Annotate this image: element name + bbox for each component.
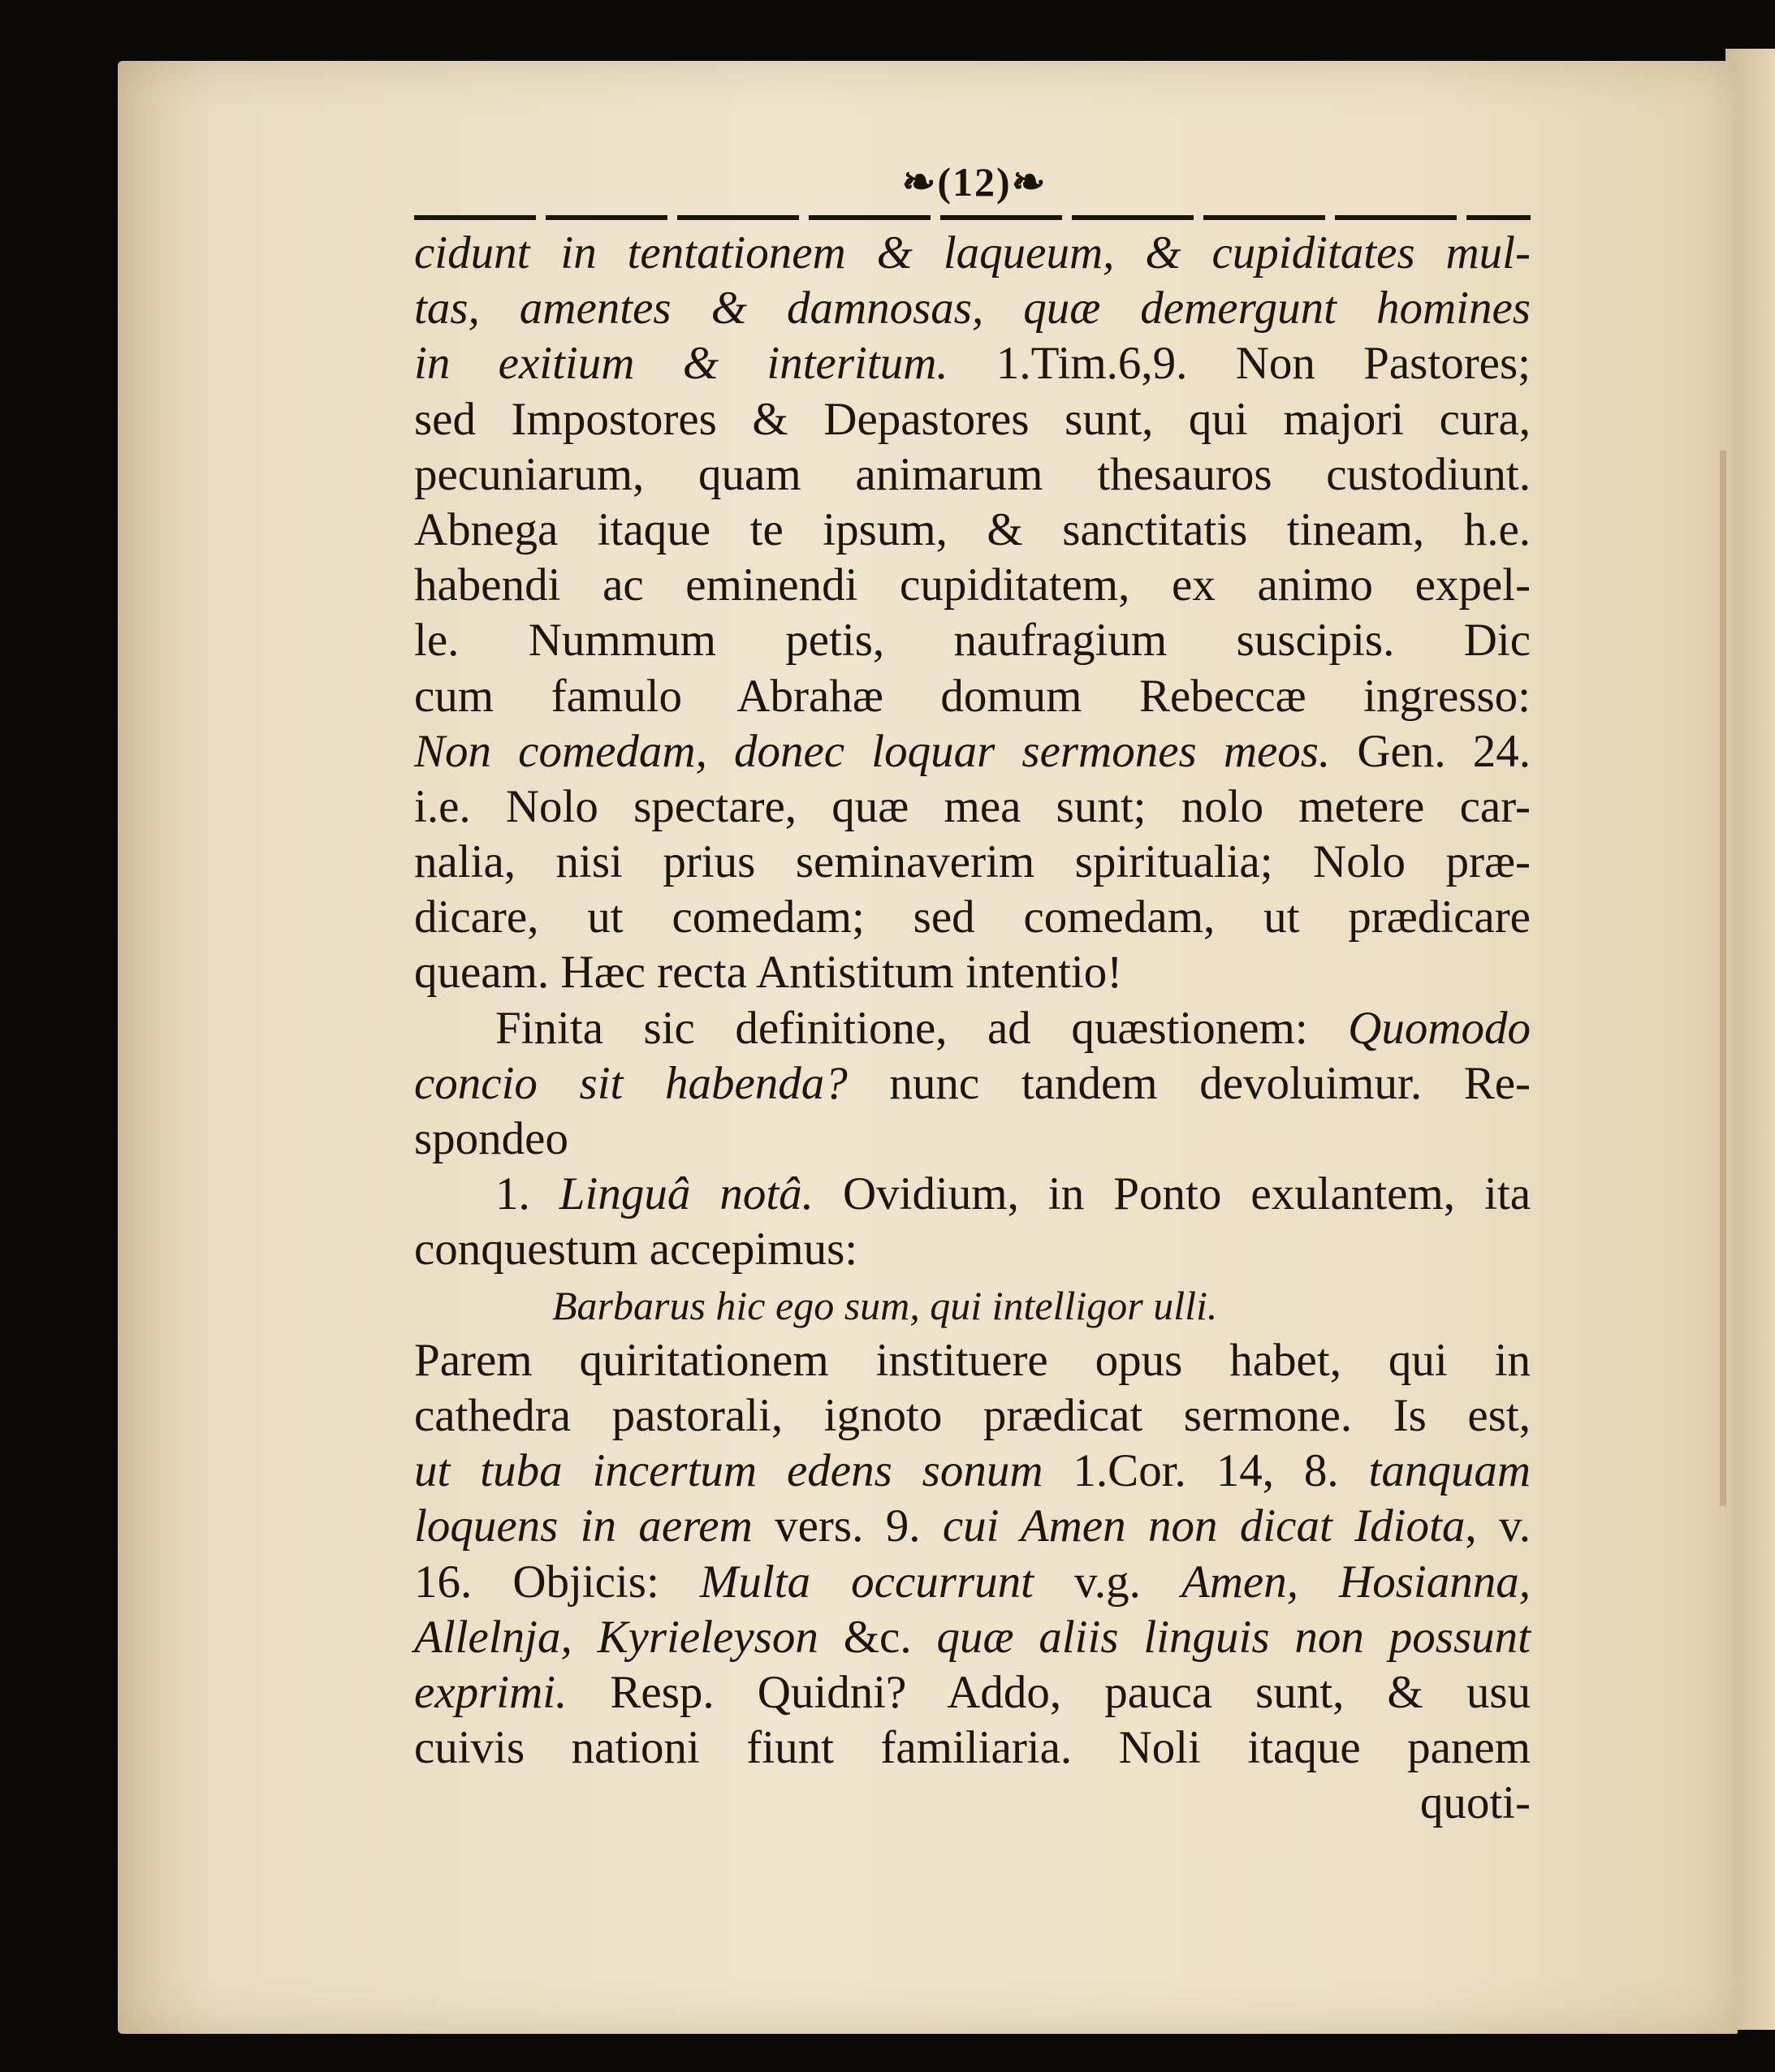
roman-text: i.e. Nolo spectare, quæ mea sunt; nolo metere car- <box>414 780 1531 832</box>
italic-text: Multa occurrunt <box>699 1556 1034 1608</box>
roman-text: , v. <box>1465 1500 1531 1552</box>
roman-text: 1.Cor. 14, 8. <box>1043 1445 1369 1497</box>
text-line <box>414 226 1531 281</box>
italic-text: Quomodo <box>1348 1002 1531 1054</box>
roman-text: &c. <box>818 1611 937 1663</box>
roman-text: conquestum accepimus: <box>414 1224 858 1276</box>
text-line <box>414 1056 1531 1112</box>
roman-text: pecuniarum, quam animarum thesauros custodiunt. <box>414 448 1531 500</box>
roman-text: habendi ac eminendi cupiditatem, ex animo expel- <box>414 559 1531 611</box>
roman-text: Gen. 24. <box>1330 725 1531 777</box>
roman-text: Resp. Quidni? Addo, pauca sunt, & usu <box>567 1666 1531 1718</box>
text-line <box>414 669 1531 724</box>
page-fold-shadow <box>1720 451 1726 1506</box>
italic-text: Amen, Hosianna, <box>1181 1556 1531 1608</box>
roman-text: Ovidium, in Ponto exulantem, ita <box>813 1168 1531 1220</box>
header-rule <box>414 215 1531 220</box>
roman-text: cathedra pastorali, ignoto prædicat sermone. Is est, <box>414 1389 1531 1441</box>
text-line <box>414 558 1531 613</box>
text-line <box>414 1610 1531 1665</box>
roman-text: nunc tandem devoluimur. Re- <box>847 1057 1531 1109</box>
text-line <box>414 1222 1531 1277</box>
roman-text: v.g. <box>1033 1556 1181 1608</box>
roman-text: quoti- <box>1419 1777 1531 1829</box>
italic-text: exprimi. <box>414 1666 568 1718</box>
roman-text: queam. Hæc recta Antistitum intentio! <box>414 947 1123 999</box>
italic-text: ut tuba incertum edens sonum <box>414 1445 1043 1497</box>
roman-text: Parem quiritationem instituere opus habet, qui in <box>414 1334 1531 1386</box>
roman-text: vers. 9. <box>752 1500 943 1552</box>
page-header <box>418 158 1531 207</box>
roman-text: dicare, ut comedam; sed comedam, ut prædicare <box>414 891 1531 943</box>
italic-text: in exitium & interitum. <box>414 338 948 390</box>
text-line <box>414 336 1531 391</box>
italic-text: cui Amen non dicat Idiota <box>942 1500 1466 1552</box>
text-line <box>414 945 1531 1000</box>
italic-text: concio sit habenda? <box>414 1057 848 1109</box>
text-line <box>414 1112 1531 1167</box>
text-line <box>414 1665 1531 1720</box>
text-line <box>414 1444 1531 1499</box>
roman-text: spondeo <box>414 1113 568 1164</box>
body-text <box>414 226 1531 1831</box>
italic-text: tanquam <box>1368 1445 1531 1497</box>
text-line <box>414 835 1531 890</box>
roman-text: 16. Objicis: <box>414 1556 700 1608</box>
text-line <box>414 779 1531 835</box>
roman-text: 1.Tim.6,9. Non Pastores; <box>948 338 1531 390</box>
text-line <box>414 1001 1531 1056</box>
italic-text: Allelnja, Kyrieleyson <box>414 1611 818 1663</box>
text-line <box>414 1388 1531 1444</box>
text-line <box>414 447 1531 503</box>
text-line <box>414 1278 1531 1333</box>
italic-text: cidunt in tentationem & laqueum, & cupiditates mul- <box>414 227 1531 278</box>
italic-text: loquens in aerem <box>414 1500 753 1552</box>
roman-text: Finita sic definitione, ad quæstionem: <box>495 1002 1349 1054</box>
roman-text: cuivis nationi fiunt familiaria. Noli itaque panem <box>414 1722 1531 1774</box>
text-line <box>414 724 1531 779</box>
roman-text: cum famulo Abrahæ domum Rebeccæ ingresso: <box>414 670 1531 722</box>
roman-text: le. Nummum petis, naufragium suscipis. Dic <box>414 615 1531 667</box>
italic-text: Linguâ notâ. <box>559 1168 814 1220</box>
text-line <box>414 890 1531 945</box>
text-line <box>414 1555 1531 1610</box>
text-line <box>414 503 1531 558</box>
text-line <box>414 1167 1531 1222</box>
italic-text: Non comedam, donec loquar sermones meos. <box>414 725 1331 777</box>
text-line <box>414 392 1531 447</box>
text-line <box>414 1499 1531 1554</box>
italic-text: quæ aliis linguis non possunt <box>936 1611 1531 1663</box>
text-line <box>414 1776 1531 1831</box>
italic-text: Barbarus hic ego sum, qui intelligor ulli. <box>552 1282 1218 1328</box>
roman-text: nalia, nisi prius seminaverim spiritualia; Nolo præ- <box>414 836 1531 888</box>
text-line <box>414 281 1531 336</box>
roman-text: 1. <box>495 1168 559 1220</box>
text-line <box>414 1720 1531 1776</box>
page-number: ❧(12)❧ <box>901 159 1047 205</box>
roman-text: Abnega itaque te ipsum, & sanctitatis tineam, h.e. <box>414 503 1531 555</box>
text-line <box>414 613 1531 668</box>
roman-text: sed Impostores & Depastores sunt, qui majori cura, <box>414 393 1531 445</box>
text-line <box>414 1333 1531 1388</box>
italic-text: tas, amentes & damnosas, quæ demergunt homines <box>414 283 1531 335</box>
